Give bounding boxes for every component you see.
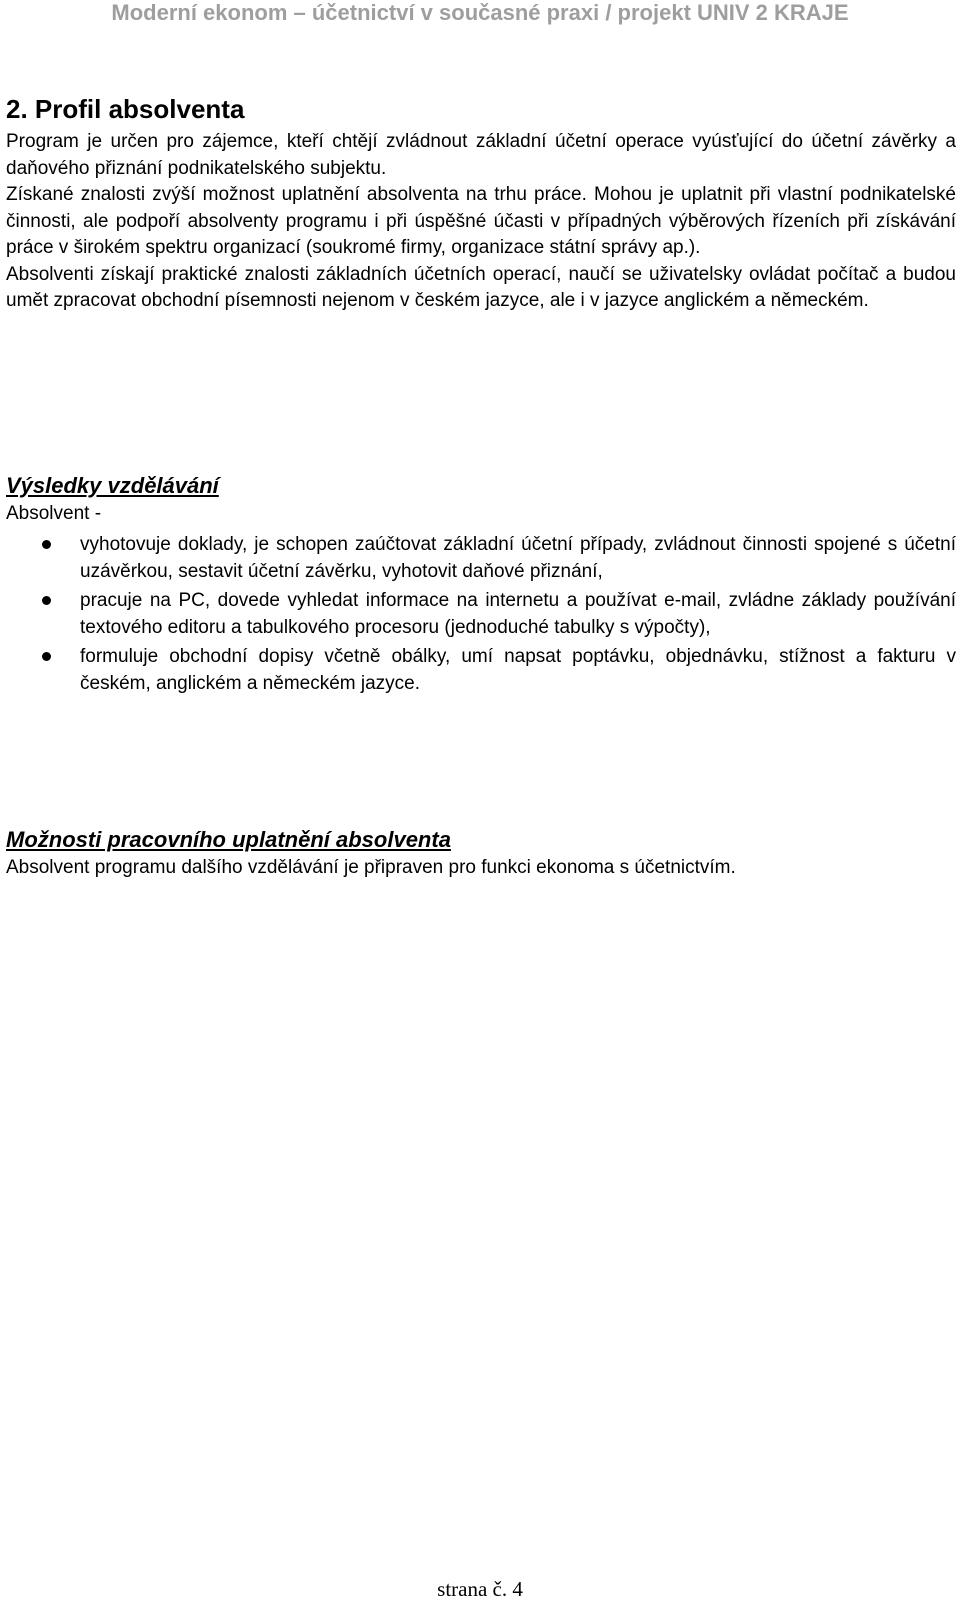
page-number: strana č. 4 xyxy=(437,1577,523,1601)
list-item-text: formuluje obchodní dopisy včetně obálky, umí napsat poptávku, objednávku, stížnost a fakturu v českém, anglickém a německém jazyce. xyxy=(80,645,956,694)
bullet-icon xyxy=(42,540,51,549)
document-header: Moderní ekonom – účetnictví v současné praxi / projekt UNIV 2 KRAJE xyxy=(111,0,849,25)
employment-text: Absolvent programu dalšího vzdělávání je připraven pro funkci ekonoma s účetnictvím. xyxy=(6,856,736,878)
spacer xyxy=(6,315,956,471)
list-item xyxy=(6,587,956,641)
list-item xyxy=(6,643,956,697)
spacer xyxy=(6,699,956,825)
bullet-icon xyxy=(42,596,51,605)
outcomes-heading: Výsledky vzdělávání xyxy=(6,472,219,498)
list-item-text: vyhotovuje doklady, je schopen zaúčtovat základní účetní případy, zvládnout činnosti spojené s účetní uzávěrkou, sestavit účetní závěrku, vyhotovit daňové přiznání, xyxy=(80,533,956,582)
bullet-icon xyxy=(42,652,51,661)
profile-paragraph-2: Získané znalosti zvýší možnost uplatnění absolventa na trhu práce. Mohou je uplatnit při vlastní podnikatelské činnosti, ale podpoří absolventy programu i při úspěšné účasti v případných výběrových řízeních při získávání práce v širokém spektru organizací (soukromé firmy, organizace státní správy ap.). xyxy=(6,184,956,258)
list-item xyxy=(6,531,956,585)
list-item-text: pracuje na PC, dovede vyhledat informace na internetu a používat e-mail, zvládne základy používání textového editoru a tabulkového procesoru (jednoduché tabulky s výpočty), xyxy=(80,589,956,638)
profile-paragraph-1: Program je určen pro zájemce, kteří chtějí zvládnout základní účetní operace vyúsťující do účetní závěrky a daňového přiznání podnikatelského subjektu. xyxy=(6,131,956,179)
document-body xyxy=(6,93,956,885)
outcomes-lead: Absolvent - xyxy=(6,502,102,524)
profile-paragraph-3: Absolventi získají praktické znalosti základních účetních operací, naučí se uživatelsky ovládat počítač a budou umět zpracovat obchodní písemnosti nejenom v českém jazyce, ale i v jazyce anglickém a německém. xyxy=(6,263,956,311)
outcomes-list xyxy=(6,531,956,697)
section-heading: 2. Profil absolventa xyxy=(6,94,245,124)
employment-heading: Možnosti pracovního uplatnění absolventa xyxy=(6,826,451,852)
